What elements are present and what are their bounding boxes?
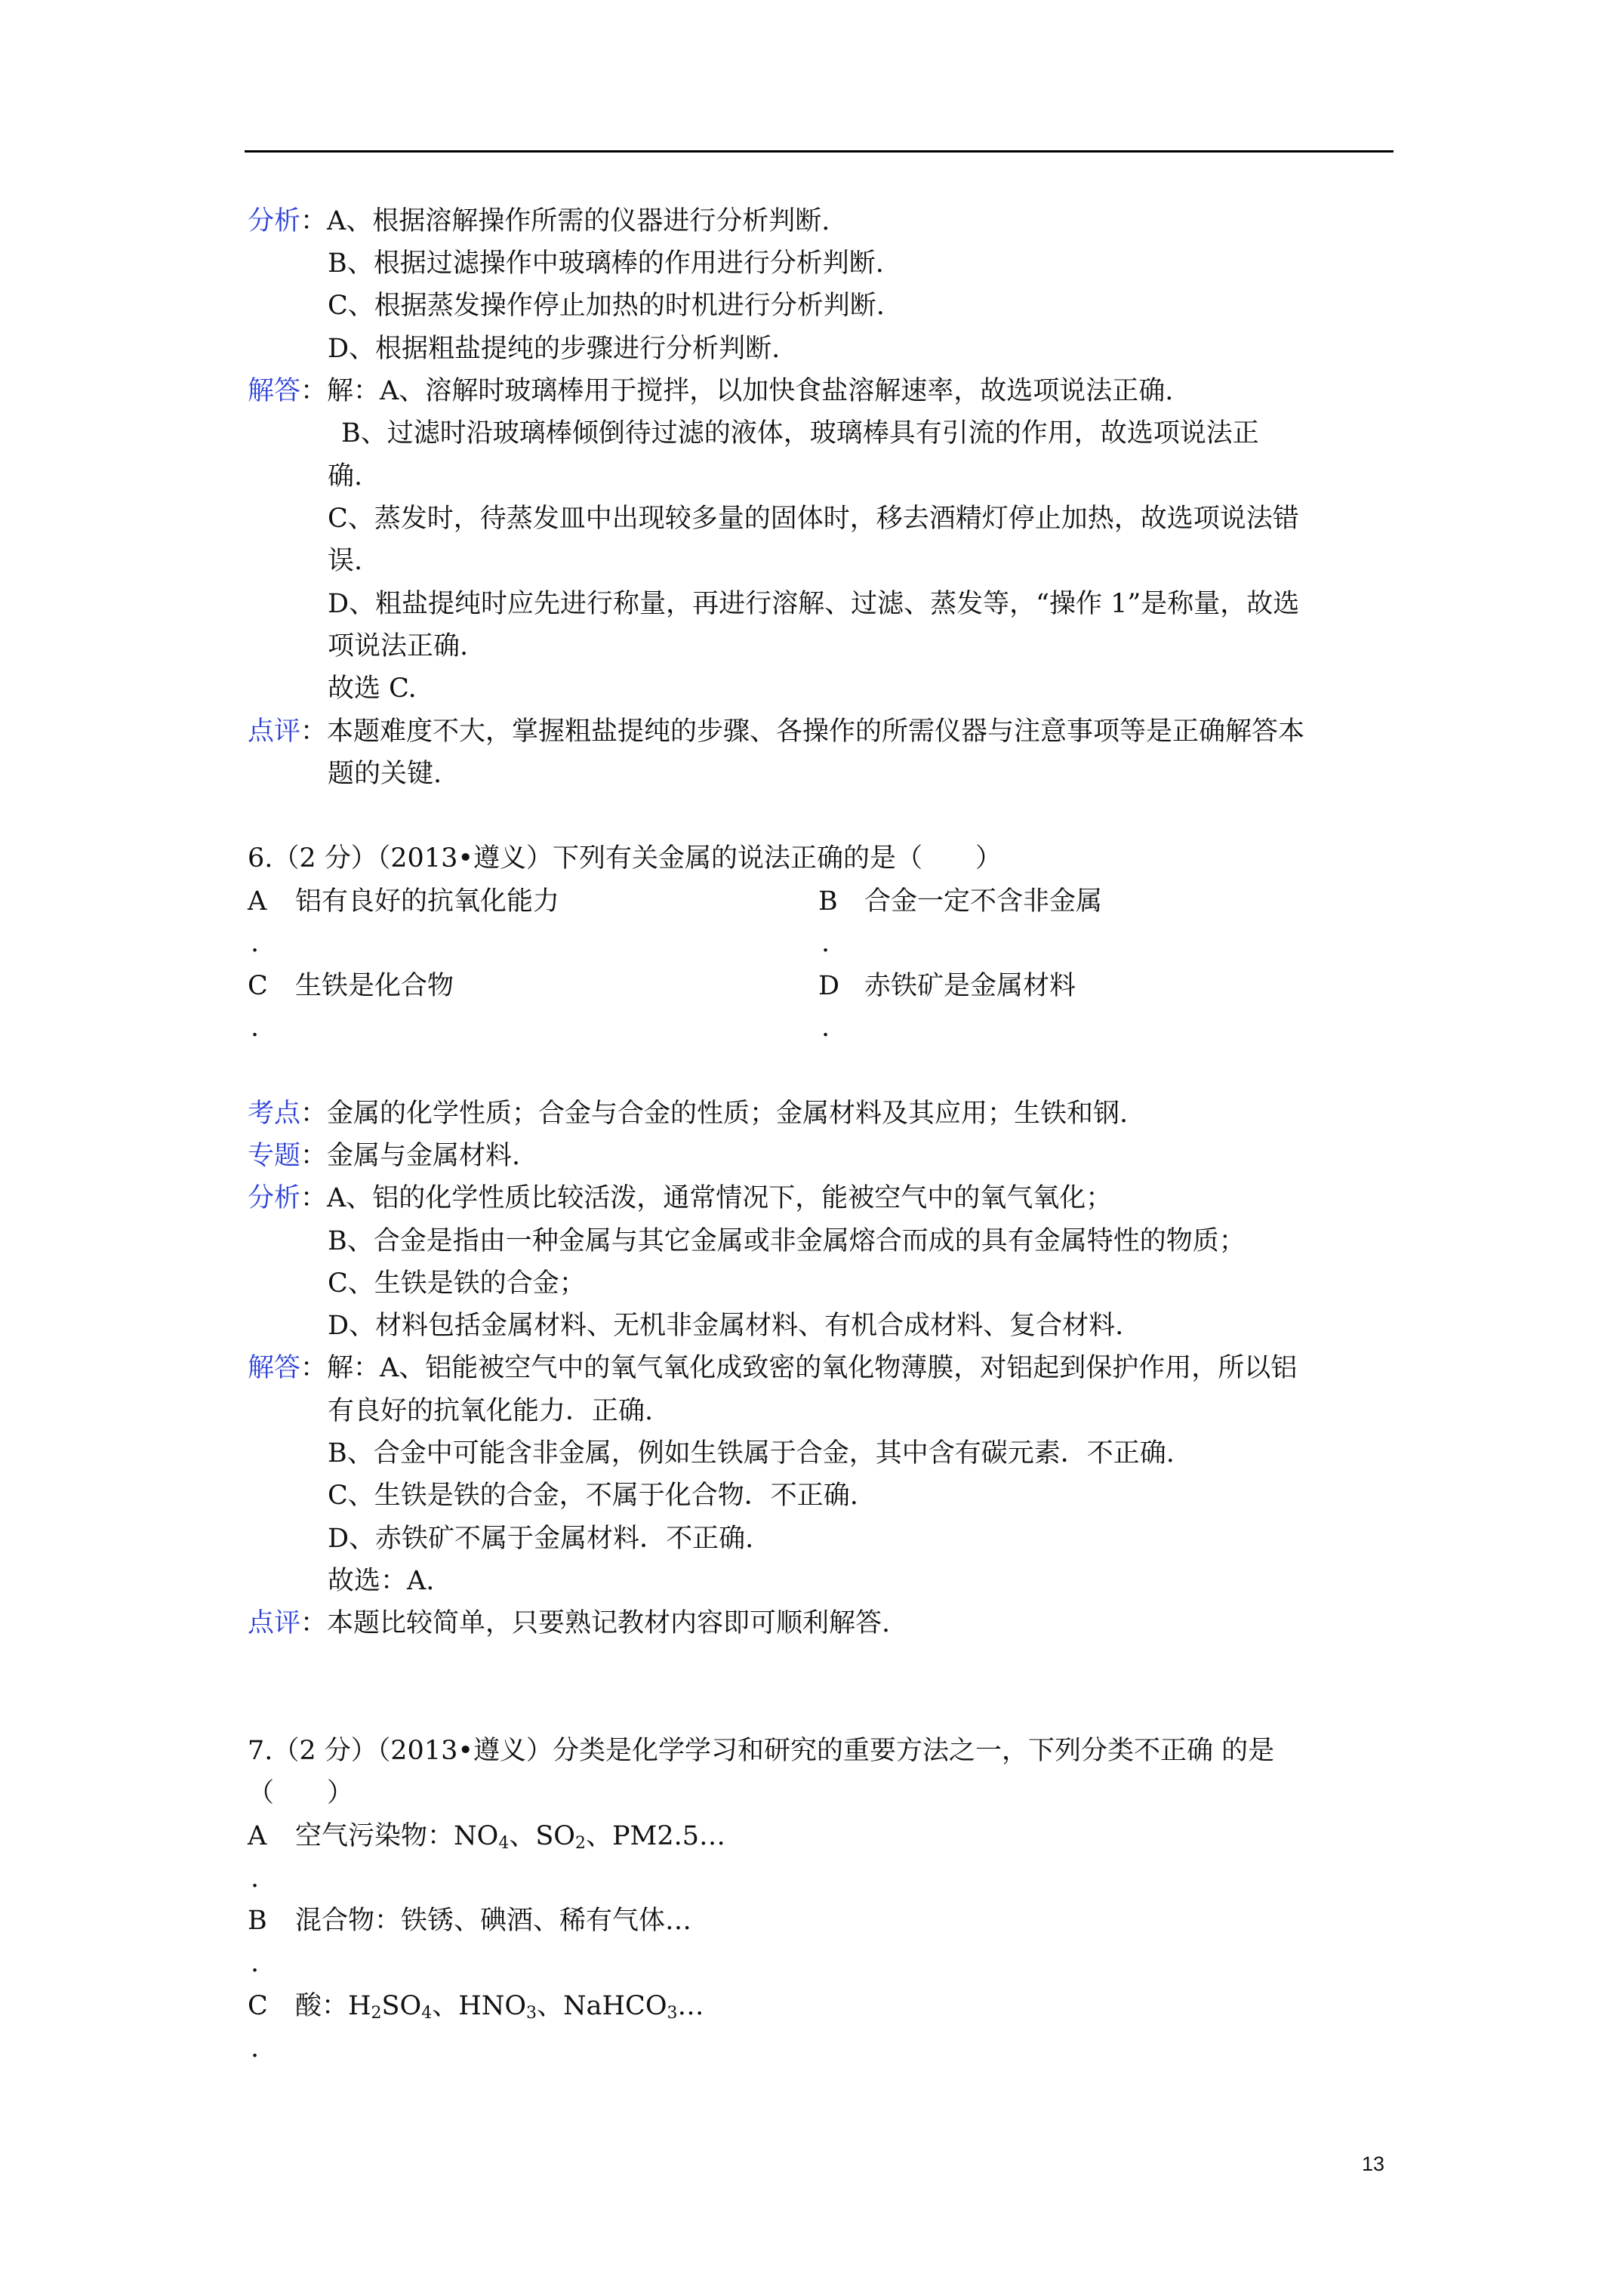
q5-fenxi-a: 分析：A、根据溶解操作所需的仪器进行分析判断. (248, 206, 830, 236)
q6-option-a-letter: A (248, 886, 267, 917)
q6-option-c-dot: . (251, 1012, 260, 1043)
q7-option-a-text: 空气污染物：$NO_4$、$SO_2$、PM2.5… (295, 1821, 726, 1853)
q6-option-b-dot: . (821, 928, 830, 958)
q7-stem-line2: （ ） (248, 1778, 354, 1808)
q7-option-c-letter: C (248, 1991, 268, 2021)
q5-jieda-c2: 误. (328, 546, 363, 576)
q6-dianping: 点评：本题比较简单，只要熟记教材内容即可顺利解答. (248, 1608, 891, 1638)
q6-kaodian: 考点：金属的化学性质；合金与合金的性质；金属材料及其应用；生铁和钢. (248, 1099, 1129, 1129)
q6-zhuanti: 专题：金属与金属材料. (248, 1141, 521, 1171)
q7-option-c-text: 酸：$H_2SO_4$、$HNO_3$、NaHCO$_3$… (295, 1991, 704, 2023)
q7-option-a-dot: . (251, 1863, 260, 1894)
q7-option-c-dot: . (251, 2033, 260, 2063)
q5-jieda-d1: D、粗盐提纯时应先进行称量，再进行溶解、过滤、蒸发等，“操作 1”是称量，故选 (328, 589, 1300, 619)
kaodian-label: 考点 (248, 1099, 301, 1129)
fenxi-label: 分析 (248, 1183, 301, 1213)
dianping-label: 点评 (248, 717, 301, 747)
q5-fenxi-c: C、根据蒸发操作停止加热的时机进行分析判断. (328, 291, 885, 321)
q6-option-b-letter: B (818, 886, 838, 917)
header-rule (245, 150, 1394, 153)
q6-jieda-c: C、生铁是铁的合金，不属于化合物．不正确. (328, 1481, 858, 1511)
q5-fenxi-d: D、根据粗盐提纯的步骤进行分析判断. (328, 334, 781, 364)
q6-option-a-text: 铝有良好的抗氧化能力 (295, 886, 560, 917)
q6-option-d-text: 赤铁矿是金属材料 (864, 971, 1076, 1001)
q5-jieda-b1: B、过滤时沿玻璃棒倾倒待过滤的液体，玻璃棒具有引流的作用，故选项说法正 (341, 418, 1259, 448)
jieda-label: 解答 (248, 1353, 301, 1383)
q6-jieda-b: B、合金中可能含非金属，例如生铁属于合金，其中含有碳元素．不正确. (328, 1438, 1175, 1469)
q6-option-b-text: 合金一定不含非金属 (864, 886, 1103, 917)
q5-dianping-2: 题的关键. (328, 759, 442, 789)
q5-jieda-a: 解答：解：A、溶解时玻璃棒用于搅拌，以加快食盐溶解速率，故选项说法正确. (248, 376, 1174, 406)
q6-option-d-letter: D (818, 971, 840, 1001)
q5-jieda-d2: 项说法正确. (328, 631, 469, 661)
q5-dianping-1: 点评：本题难度不大，掌握粗盐提纯的步骤、各操作的所需仪器与注意事项等是正确解答本 (248, 717, 1305, 747)
q7-stem-line1: 7.（2 分）（2013•遵义）分类是化学学习和研究的重要方法之一，下列分类不正确 的是 (248, 1736, 1275, 1766)
q6-fenxi-c: C、生铁是铁的合金； (328, 1268, 586, 1299)
q6-jieda-a2: 有良好的抗氧化能力．正确. (328, 1396, 654, 1426)
q6-answer: 故选：A. (328, 1566, 435, 1596)
q5-jieda-b2: 确. (328, 461, 363, 492)
q6-option-d-dot: . (821, 1012, 830, 1043)
q7-option-a-letter: A (248, 1821, 267, 1851)
q7-option-b-letter: B (248, 1906, 267, 1936)
q6-fenxi-b: B、合金是指由一种金属与其它金属或非金属熔合而成的具有金属特性的物质； (328, 1226, 1246, 1256)
zhuanti-label: 专题 (248, 1141, 301, 1171)
q5-fenxi-b: B、根据过滤操作中玻璃棒的作用进行分析判断. (328, 248, 884, 279)
q7-option-b-text: 混合物：铁锈、碘酒、稀有气体… (295, 1906, 692, 1936)
q6-fenxi-d: D、材料包括金属材料、无机非金属材料、有机合成材料、复合材料. (328, 1311, 1124, 1341)
q6-fenxi-a: 分析：A、铝的化学性质比较活泼，通常情况下，能被空气中的氧气氧化； (248, 1183, 1113, 1213)
fenxi-label: 分析 (248, 206, 301, 236)
page-number: 13 (1362, 2153, 1385, 2175)
q5-answer: 故选 C. (328, 673, 417, 704)
q6-stem: 6.（2 分）（2013•遵义）下列有关金属的说法正确的是（ ） (248, 843, 1002, 874)
dianping-label: 点评 (248, 1608, 301, 1638)
q6-option-c-letter: C (248, 971, 268, 1001)
jieda-label: 解答 (248, 376, 301, 406)
q6-jieda-d: D、赤铁矿不属于金属材料．不正确. (328, 1524, 754, 1554)
q6-jieda-a1: 解答：解：A、铝能被空气中的氧气氧化成致密的氧化物薄膜，对铝起到保护作用，所以铝 (248, 1353, 1298, 1383)
q7-option-b-dot: . (251, 1948, 260, 1978)
q6-option-a-dot: . (251, 928, 260, 958)
q6-option-c-text: 生铁是化合物 (295, 971, 454, 1001)
q5-jieda-c1: C、蒸发时，待蒸发皿中出现较多量的固体时，移去酒精灯停止加热，故选项说法错 (328, 504, 1299, 534)
